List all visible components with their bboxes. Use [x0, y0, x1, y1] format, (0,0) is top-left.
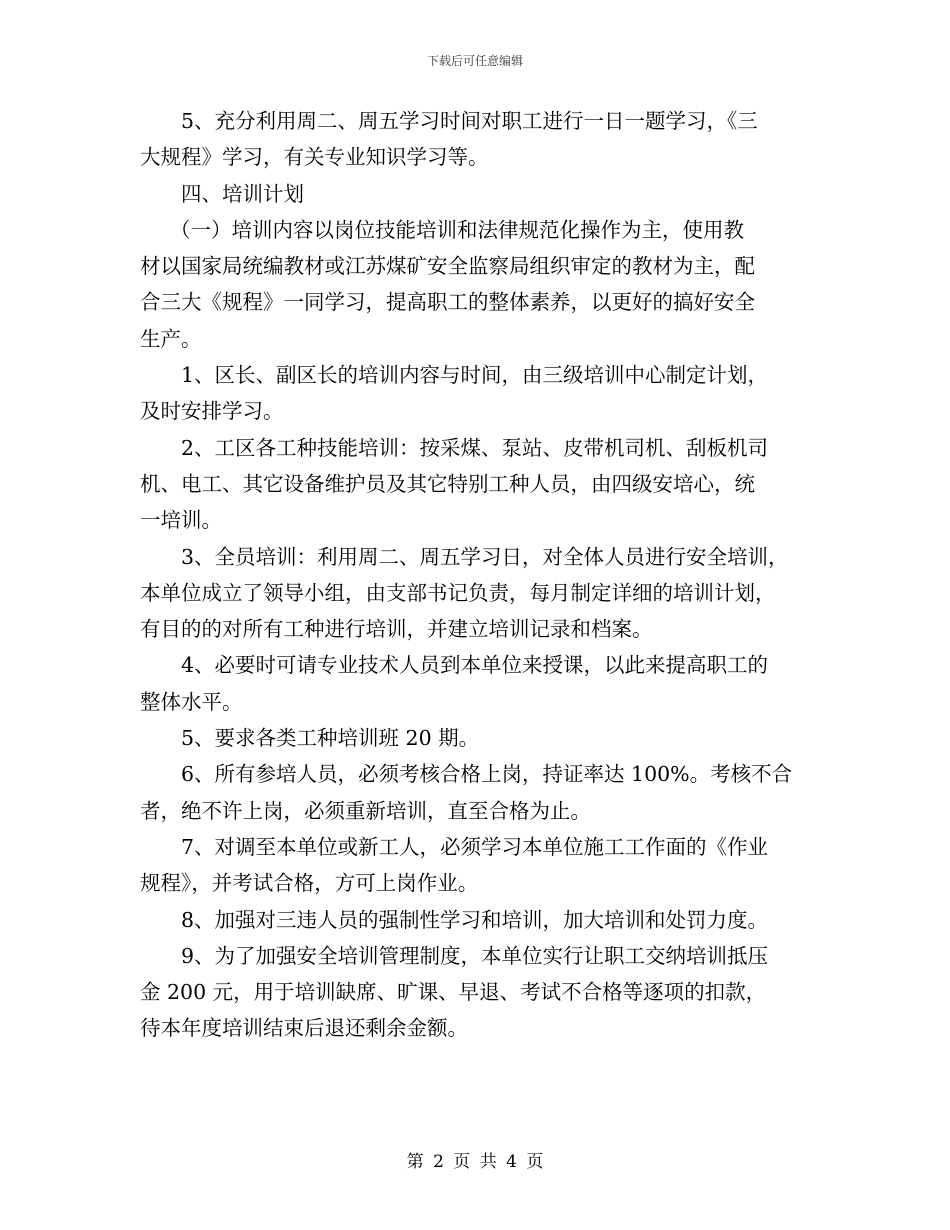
text-line: 生产。	[140, 326, 202, 351]
paragraph-8-violations	[140, 902, 805, 938]
text-line: 4、必要时可请专业技术人员到本单位来授课，以此来提高职工的	[181, 653, 769, 678]
text-line: 5、充分利用周二、周五学习时间对职工进行一日一题学习，《三	[181, 109, 758, 133]
text-line: 机、电工、其它设备维护员及其它特别工种人员，由四级安培心，统	[140, 471, 755, 496]
paragraph-3-all-staff	[140, 539, 805, 648]
paragraph-2-skills	[140, 430, 805, 539]
text-line: 及时安排学习。	[140, 399, 284, 424]
text-line: 1、区长、副区长的培训内容与时间，由三级培训中心制定计划，	[181, 363, 769, 388]
paragraph-4-experts	[140, 647, 805, 720]
text-line: 材以国家局统编教材或江苏煤矿安全监察局组织审定的教材为主，配	[140, 254, 755, 279]
text-line: （一）培训内容以岗位技能培训和法律规范化操作为主，使用教	[170, 217, 744, 242]
text-line: 待本年度培训结束后退还剩余金额。	[140, 1016, 468, 1041]
text-line: 3、全员培训：利用周二、周五学习日，对全体人员进行安全培训，	[181, 544, 789, 569]
paragraph-9-deposit	[140, 938, 805, 1047]
paragraph-7-new-workers	[140, 829, 805, 902]
paragraph-5-classes	[140, 720, 805, 756]
paragraph-1-leaders	[140, 357, 805, 430]
page-header: 下载后可任意编辑	[426, 54, 523, 68]
text-line: 大规程》学习，有关专业知识学习等。	[140, 145, 489, 170]
text-line: 一培训。	[140, 508, 222, 533]
text-line: 规程》，并考试合格，方可上岗作业。	[140, 871, 479, 896]
text-line: 9、为了加强安全培训管理制度，本单位实行让职工交纳培训抵压	[181, 943, 769, 968]
text-line: 本单位成立了领导小组，由支部书记负责，每月制定详细的培训计划，	[140, 580, 776, 605]
text-line: 合三大《规程》一同学习，提高职工的整体素养，以更好的搞好安全	[140, 290, 755, 315]
page-footer: 第 2 页 共 4 页	[406, 1152, 544, 1172]
section-heading-training-plan	[140, 176, 805, 212]
paragraph-5-study-time	[140, 103, 805, 176]
text-line: 6、所有参培人员，必须考核合格上岗，持证率达 100%。考核不合	[181, 762, 793, 787]
text-line: 者，绝不许上岗，必须重新培训，直至合格为止。	[140, 798, 591, 823]
section-heading: 四、培训计划	[181, 181, 304, 206]
text-line: 2、工区各工种技能培训：按采煤、泵站、皮带机司机、刮板机司	[181, 435, 769, 460]
text-line: 5、要求各类工种培训班 20 期。	[181, 726, 480, 751]
document-body	[140, 103, 805, 1047]
text-line: 8、加强对三违人员的强制性学习和培训，加大培训和处罚力度。	[181, 907, 769, 932]
paragraph-training-content	[140, 212, 805, 357]
text-line: 有目的的对所有工种进行培训，并建立培训记录和档案。	[140, 617, 653, 642]
paragraph-6-certification	[140, 756, 805, 829]
text-line: 整体水平。	[140, 689, 243, 714]
text-line: 金 200 元，用于培训缺席、旷课、早退、考试不合格等逐项的扣款，	[140, 980, 767, 1005]
text-line: 7、对调至本单位或新工人，必须学习本单位施工工作面的《作业	[181, 834, 769, 859]
